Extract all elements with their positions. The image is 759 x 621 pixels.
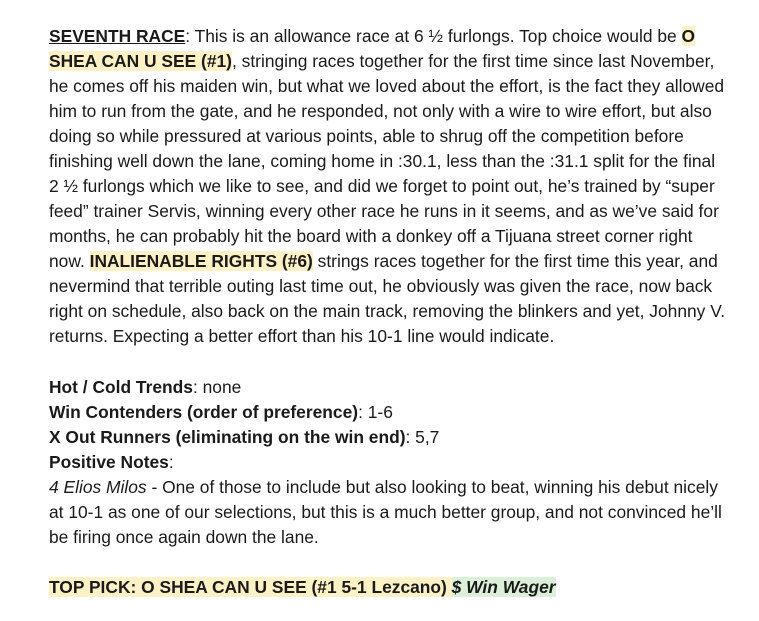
positive-notes-colon: : <box>168 452 174 472</box>
top-pick-line <box>49 575 755 600</box>
race-text-segment: returns. Expecting a better effort than his 10-1 line would indicate. <box>49 326 555 346</box>
hot-cold-trends-line <box>49 375 755 400</box>
race-text-line <box>49 199 755 224</box>
highlighted-horse-name: SHEA CAN U SEE (#1) <box>49 51 232 71</box>
note-text-1: - One of those to include but also looking to beat, winning his debut nicely <box>146 477 718 497</box>
race-text-line <box>49 274 755 299</box>
race-text-segment: right on schedule, also back on the main track, removing the blinkers and yet, Johnny V. <box>49 301 726 321</box>
race-text-line <box>49 324 755 349</box>
race-text-segment: 2 ½ furlongs which we like to see, and did we forget to point out, he’s trained by “super <box>49 176 715 196</box>
race-text-segment: feed” trainer Servis, winning every other race he runs in it seems, and as we’ve said for <box>49 201 719 221</box>
seventh-race-paragraph <box>49 24 755 349</box>
highlighted-horse-name: O <box>681 26 696 46</box>
x-out-runners-value: : 5,7 <box>405 427 440 447</box>
top-pick-label: TOP PICK: O SHEA CAN U SEE (#1 5-1 Lezcano) <box>49 577 452 597</box>
race-text-line <box>49 124 755 149</box>
positive-note-line-2: at 10-1 as one of our selections, but this is a much better group, and not convinced he’ll <box>49 502 722 522</box>
positive-notes-line <box>49 450 755 475</box>
highlighted-horse-name: INALIENABLE RIGHTS (#6) <box>89 251 313 271</box>
win-contenders-label: Win Contenders (order of preference) <box>49 402 359 422</box>
race-text-segment: doing so while pressured at various points, able to shrug off the competition before <box>49 126 684 146</box>
positive-notes-label: Positive Notes <box>49 452 169 472</box>
x-out-runners-line <box>49 425 755 450</box>
win-contenders-line <box>49 400 755 425</box>
race-text-line <box>49 299 755 324</box>
race-text-segment: strings races together for the first time this year, and <box>312 251 718 271</box>
race-text-line <box>49 49 755 74</box>
race-text-segment: finishing well down the lane, coming home in :30.1, less than the :31.1 split for the final <box>49 151 716 171</box>
race-text-line <box>49 24 755 49</box>
race-text-segment: him to run from the gate, and he responded, not only with a wire to wire effort, but also <box>49 101 712 121</box>
hot-cold-label: Hot / Cold Trends <box>49 377 193 397</box>
trends-section <box>49 375 755 550</box>
race-text-line <box>49 149 755 174</box>
positive-note-line-3: be firing once again down the lane. <box>49 527 319 547</box>
race-text-segment: he comes off his maiden win, but what we loved about the effort, is the fact they allowed <box>49 76 725 96</box>
positive-note-line-1 <box>49 475 755 500</box>
win-contenders-value: : 1-6 <box>358 402 393 422</box>
win-wager-badge: $ Win Wager <box>451 577 556 597</box>
race-text-line <box>49 224 755 249</box>
race-text-line <box>49 99 755 124</box>
race-text-segment: nevermind that terrible outing last time out, he obviously was given the race, now back <box>49 276 713 296</box>
race-text-line <box>49 249 755 274</box>
race-text-line <box>49 74 755 99</box>
race-analysis-text <box>49 24 755 349</box>
race-text-segment: , stringing races together for the first time since last November, <box>231 51 715 71</box>
race-text-segment: months, he can probably hit the board with a donkey off a Tijuana street corner right <box>49 226 693 246</box>
race-text-segment: : This is an allowance race at 6 ½ furlongs. Top choice would be <box>185 26 682 46</box>
race-text-segment: now. <box>49 251 90 271</box>
hot-cold-value: : none <box>192 377 242 397</box>
race-title: SEVENTH RACE <box>49 26 186 46</box>
x-out-runners-label: X Out Runners (eliminating on the win end) <box>49 427 406 447</box>
race-text-line <box>49 174 755 199</box>
note-horse-name: 4 Elios Milos <box>49 477 147 497</box>
